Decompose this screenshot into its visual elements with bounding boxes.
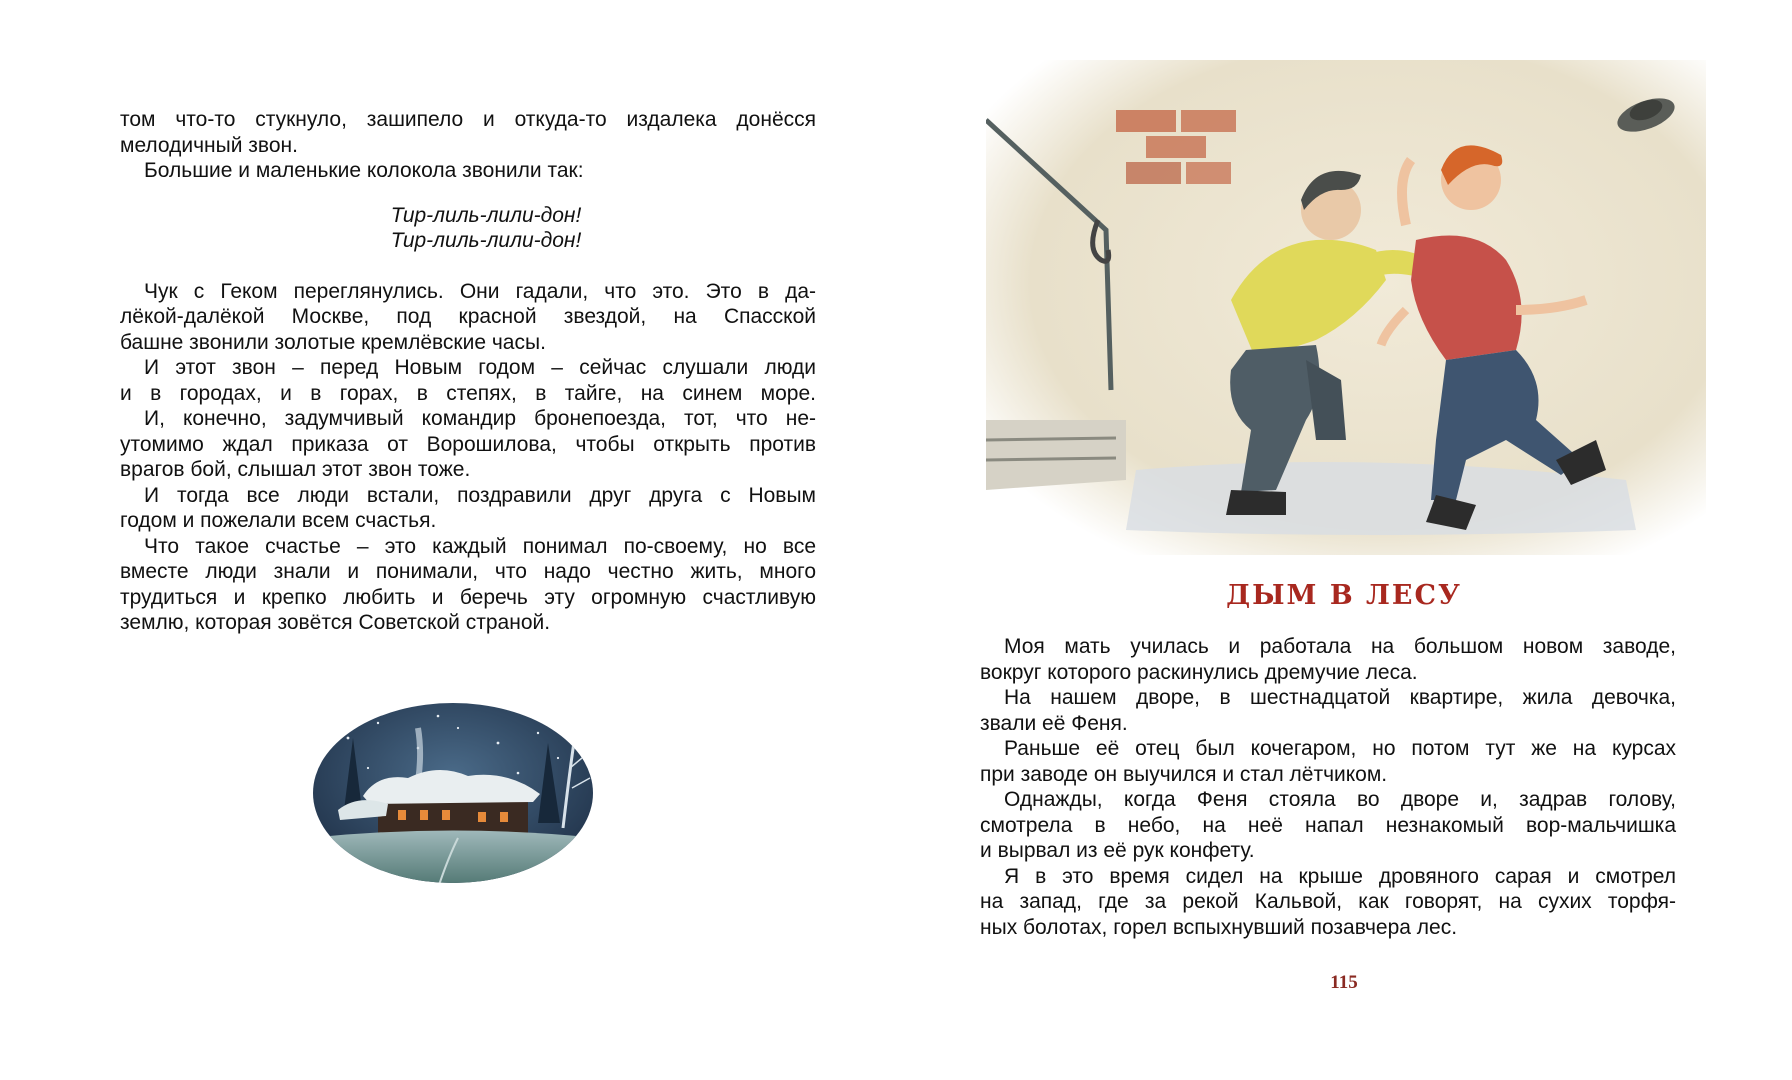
text-line: башне звонили золотые кремлёвские часы. [120,330,546,354]
text-line: лёкой-далёкой Москве, под красной звездой, на Спасской [120,305,816,328]
text-line: врагов бой, слышал этот звон тоже. [120,458,471,481]
text-line: вокруг которого раскинулись дремучие леса. [980,660,1418,684]
winter-house-illustration [308,698,598,888]
text-line: землю, которая зовётся Советской страной. [120,611,551,634]
text-line: и вырвал из её рук конфету. [980,839,1255,862]
text-line: Чук с Геком переглянулись. Они гадали, что это. Это в да- [144,279,816,303]
verse [120,203,816,254]
text-line: том что-то стукнуло, зашипело и откуда-то издалека донёсся [120,108,816,131]
text-line: Однажды, когда Феня стояла во дворе и, задрав голову, [1004,788,1676,811]
text-line: смотрела в небо, на неё напал незнакомый вор-мальчишка [980,813,1676,837]
boys-fighting-illustration [986,60,1706,555]
text-line: и в городах, и в горах, в степях, в тайге, на синем море. [120,381,816,405]
left-text-block [120,107,816,636]
text-line: мелодичный звон. [120,133,298,157]
text-line: Раньше её отец был кочегаром, но потом тут же на курсах [1004,737,1676,760]
text-line: Большие и маленькие колокола звонили так: [144,159,584,182]
text-line: трудиться и крепко любить и беречь эту огромную счастливую [120,585,816,609]
text-line: Что такое счастье – это каждый понимал по-своему, но все [144,534,816,558]
text-line: И, конечно, задумчивый командир бронепоезда, тот, что не- [144,407,816,430]
text-line: На нашем дворе, в шестнадцатой квартире, жила девочка, [1004,686,1676,709]
text-line: на запад, где за рекой Кальвой, как говорят, на сухих торфя- [980,890,1676,913]
text-line: Моя мать училась и работала на большом новом заводе, [1004,635,1676,658]
text-line: при заводе он выучился и стал лётчиком. [980,762,1388,786]
text-line: годом и пожелали всем счастья. [120,509,437,532]
right-page [896,0,1792,1080]
verse-line: Тир-лиль-лили-дон! [390,203,582,227]
text-line: И этот звон – перед Новым годом – сейчас слушали люди [144,356,816,379]
text-line: вместе люди знали и понимали, что надо честно жить, много [120,560,816,583]
text-line: И тогда все люди встали, поздравили друг друга с Новым [144,483,816,507]
text-line: утомимо ждал приказа от Ворошилова, чтобы открыть против [120,432,816,456]
verse-line: Тир-лиль-лили-дон! [390,229,582,252]
page-number: 115 [1330,972,1358,993]
text-line: ных болотах, горел вспыхнувший позавчера лес. [980,915,1458,939]
chapter-title: ДЫМ В ЛЕСУ [1226,580,1462,611]
text-line: Я в это время сидел на крыше дровяного сарая и смотрел [1004,864,1676,888]
right-text-block [980,634,1676,940]
text-line: звали её Феня. [980,711,1128,735]
